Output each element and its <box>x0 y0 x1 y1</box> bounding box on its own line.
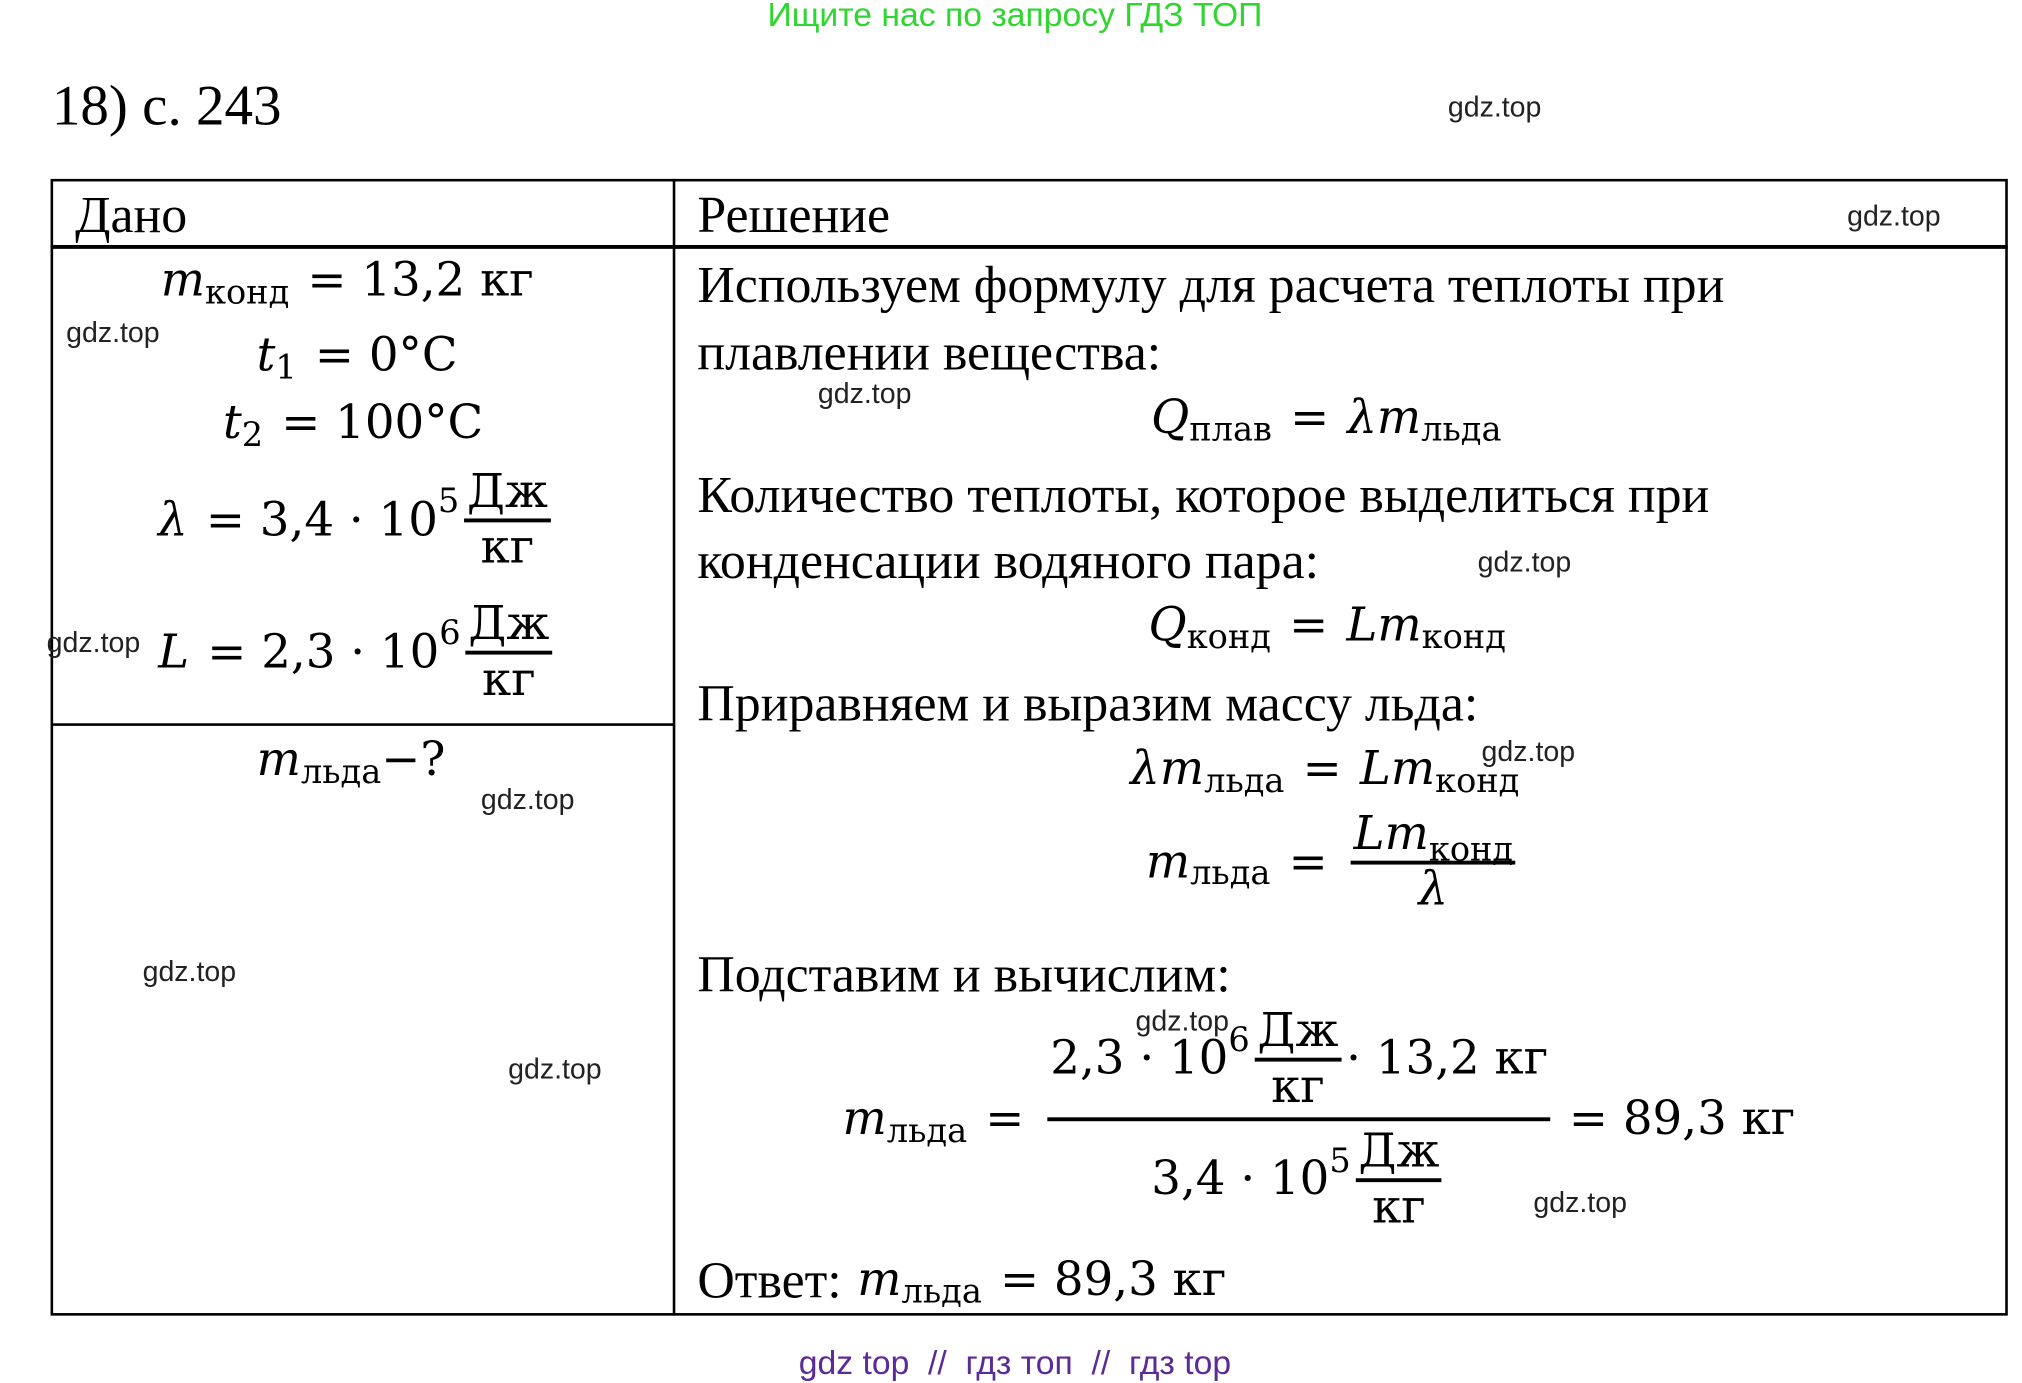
unknown: −? <box>381 733 446 787</box>
numerator <box>1351 807 1516 870</box>
unit-fraction <box>466 599 552 706</box>
value: = 89,3 кг <box>999 1253 1227 1307</box>
answer-label: Ответ: <box>697 1250 842 1310</box>
watermark: gdz.top <box>1481 734 1576 768</box>
watermark: gdz.top <box>1447 90 1542 124</box>
sub: конд <box>204 272 290 312</box>
equals: = <box>1288 835 1328 889</box>
problem-title: 18) с. 243 <box>51 73 282 138</box>
value: = 3,4 · 10 <box>205 493 438 547</box>
given-lambda <box>158 467 556 574</box>
given-find-divider <box>51 723 674 726</box>
solution-line: конденсации водяного пара: <box>697 531 1320 590</box>
watermark: gdz.top <box>46 626 141 659</box>
denominator: кг <box>1372 1180 1426 1234</box>
denominator: кг <box>480 520 535 574</box>
header-divider <box>51 245 2008 249</box>
sub: льда <box>300 752 382 792</box>
exponent: 6 <box>1228 1020 1250 1060</box>
given-header: Дано <box>75 185 188 244</box>
sub: льда <box>1421 410 1502 450</box>
given-L <box>158 599 557 706</box>
equals: = <box>1289 598 1329 652</box>
unit-fraction <box>1255 1006 1341 1113</box>
watermark: gdz.top <box>1477 545 1572 579</box>
value: = 13,2 кг <box>307 254 534 308</box>
answer <box>697 1250 1226 1311</box>
var: λ <box>158 493 188 547</box>
watermark: gdz.top <box>508 1052 602 1085</box>
solution-line: Используем формулу для расчета теплоты при <box>697 255 1725 314</box>
equals: = <box>1290 391 1330 445</box>
denominator: кг <box>482 652 536 706</box>
den-value: 3,4 · 10 <box>1151 1152 1330 1207</box>
given-m-kond <box>160 254 534 312</box>
formula-melting <box>1151 391 1502 450</box>
watermark: gdz.top <box>480 782 575 816</box>
formula-condensation <box>1148 598 1506 657</box>
rhs: Lm <box>1359 742 1436 796</box>
sub: 2 <box>241 415 264 455</box>
exponent: 5 <box>437 481 460 521</box>
numerator <box>1048 1006 1551 1122</box>
formula-equate <box>1130 742 1520 801</box>
var: m <box>160 254 205 308</box>
lhs: λm <box>1130 742 1205 796</box>
numerator: Дж <box>1356 1127 1442 1182</box>
footer-links: gdz top // гдз топ // гдз top <box>798 1342 1232 1382</box>
unit-fraction <box>1356 1127 1442 1234</box>
sub: 1 <box>275 348 297 387</box>
denominator: кг <box>1271 1059 1325 1113</box>
watermark: gdz.top <box>66 316 160 349</box>
sub: плав <box>1189 410 1272 450</box>
watermark: gdz.top <box>142 955 237 988</box>
var: L <box>158 625 190 679</box>
equals: = <box>985 1092 1025 1147</box>
sub: льда <box>1204 761 1285 801</box>
sub: льда <box>1190 854 1271 894</box>
exponent: 5 <box>1329 1141 1351 1181</box>
solution-header: Решение <box>697 185 890 244</box>
equals: = <box>1302 742 1342 796</box>
solution-line: Количество теплоты, которое выделиться при <box>697 465 1710 524</box>
value: = 0°C <box>314 329 458 383</box>
rhs: λm <box>1347 391 1422 445</box>
search-banner: Ищите нас по запросу ГДЗ ТОП <box>767 0 1263 34</box>
rhs: Lm <box>1346 598 1422 652</box>
sub: конд <box>1186 617 1271 657</box>
watermark: gdz.top <box>817 377 912 410</box>
numerator: Дж <box>1255 1006 1341 1061</box>
given-t1 <box>256 329 458 387</box>
value: = 2,3 · 10 <box>207 625 440 679</box>
numerator: Дж <box>466 599 552 654</box>
unit-fraction <box>464 467 550 574</box>
formula-calculation <box>843 1006 1796 1233</box>
fraction <box>1048 1006 1551 1233</box>
watermark: gdz.top <box>1533 1186 1627 1219</box>
numerator: Дж <box>464 467 550 522</box>
sub: льда <box>901 1272 982 1312</box>
solution-line: Приравняем и выразим массу льда: <box>697 674 1479 733</box>
lhs: Q <box>1151 391 1190 445</box>
num-mass: · 13,2 кг <box>1346 1032 1549 1086</box>
denominator: λ <box>1418 862 1449 916</box>
formula-express <box>1146 809 1521 916</box>
exponent: 6 <box>439 614 461 654</box>
sub: конд <box>1428 830 1514 870</box>
var: t <box>256 329 276 383</box>
fraction <box>1351 809 1516 916</box>
value: = 100°C <box>281 396 484 450</box>
lhs: m <box>1145 835 1191 889</box>
lhs: m <box>842 1092 887 1147</box>
solution-line: Подставим и вычислим: <box>697 944 1231 1004</box>
lhs: Q <box>1148 598 1187 652</box>
solution-line: плавлении вещества: <box>697 322 1162 382</box>
watermark: gdz.top <box>1135 1004 1230 1037</box>
var: m <box>256 733 301 787</box>
sub: конд <box>1421 617 1506 657</box>
column-divider <box>673 179 676 1316</box>
var: t <box>222 396 242 450</box>
sub: льда <box>886 1111 968 1151</box>
given-t2 <box>222 396 484 455</box>
num-var: Lm <box>1353 807 1429 861</box>
result: = 89,3 кг <box>1568 1092 1796 1147</box>
find-m-ice <box>256 733 446 792</box>
sub: конд <box>1435 761 1520 801</box>
var: m <box>857 1253 902 1307</box>
num-value: 2,3 · 10 <box>1050 1032 1229 1086</box>
denominator <box>1151 1121 1447 1233</box>
watermark: gdz.top <box>1847 199 1941 233</box>
